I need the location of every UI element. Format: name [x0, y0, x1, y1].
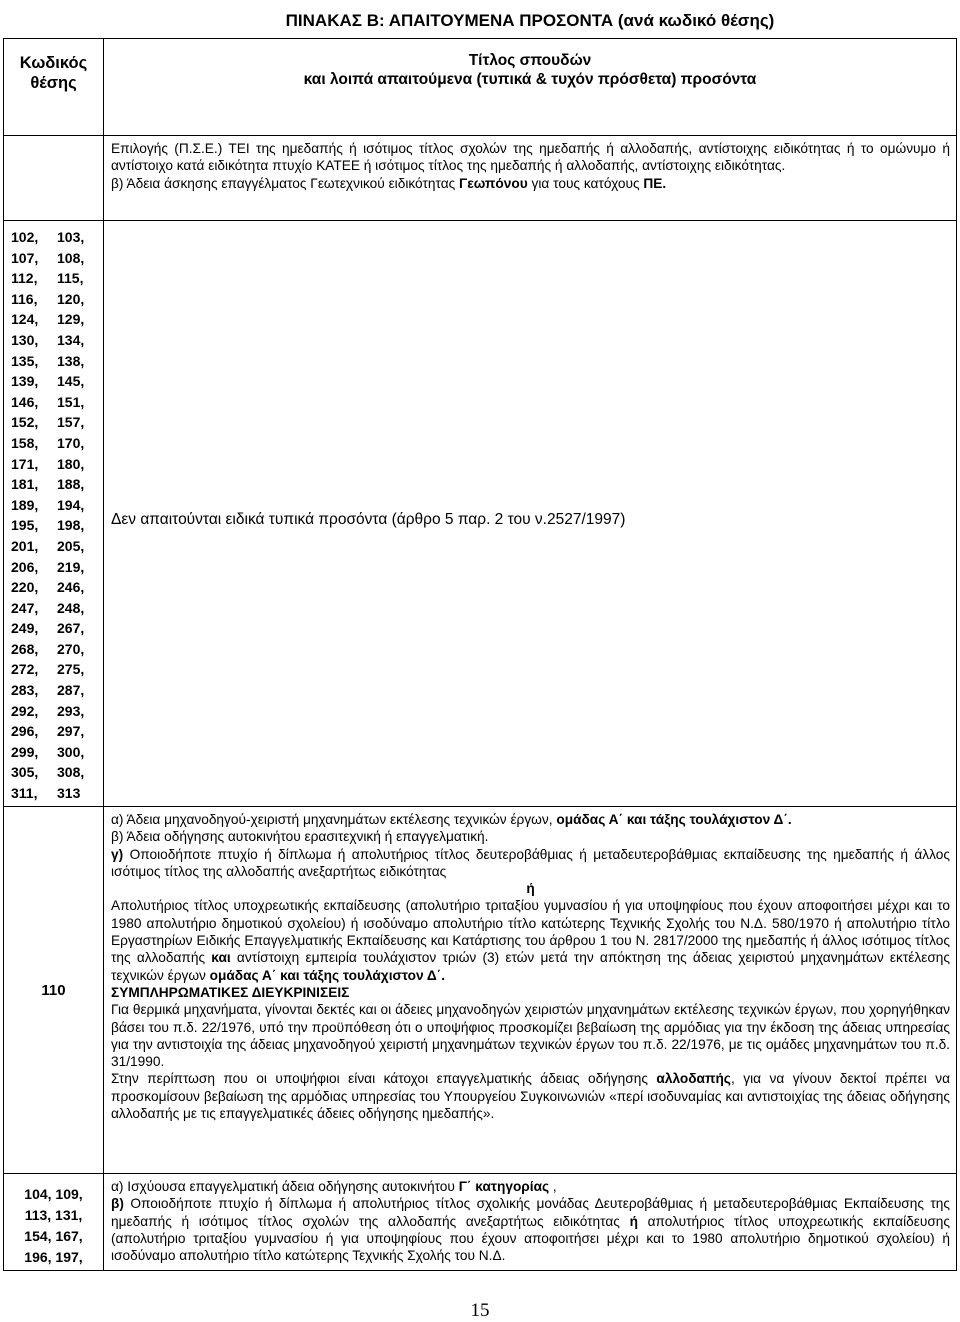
code-pair [11, 454, 103, 475]
code-value: 138, [57, 352, 85, 369]
table-title: ΠΙΝΑΚΑΣ Β: ΑΠΑΙΤΟΥΜΕΝΑ ΠΡΟΣΟΝΤΑ (ανά κωδικό θέσης) [285, 11, 775, 30]
code-value: 267, [57, 620, 85, 637]
code-value: 116, [11, 290, 38, 307]
code-pair [11, 330, 103, 351]
code-value: 135, [11, 352, 39, 369]
code-pair [11, 536, 103, 557]
code-pair [11, 742, 103, 763]
code-value: 275, [57, 661, 85, 678]
code-pair [11, 289, 103, 310]
code-value: 120, [57, 290, 85, 307]
requirements-table [3, 4, 957, 1271]
code-value: 146, [11, 393, 39, 410]
code-value: 198, [57, 517, 85, 534]
code-value: 107, [11, 249, 39, 266]
row3-requirements: α) Άδεια μηχανοδηγού-χειριστή μηχανημάτων εκτέλεσης τεχνικών έργων, ομάδας Α΄ και τάξης τουλάχιστον Δ΄. β) Άδεια οδήγησης αυτοκινήτου ερασιτεχνική ή επαγγελματική. γ) Οποιοδήποτε πτυχίο ή δίπλωμα ή απολυτήριος τίτλος δευτεροβάθμιας ή μεταδευτεροβάθμιας εκπαίδευσης της ημεδαπής ή άλλος ισότιμος τίτλος της αλλοδαπής ανεξαρτήτως ειδικότητας ή Απολυτήριος τίτλος υποχρεωτικής εκπαίδευσης (απολυτήριο τριταξίου γυμνασίου ή για υποψηφίους που έχουν αποφοιτήσει μέχρι και το 1980 απολυτήριο δημοτικού σχολείου) ή ισοδύναμο απολυτήριο τίτλο κατώτερης Τεχνικής Σχολής του Ν.Δ. 580/1970 ή απολυτήριο τίτλο Εργαστηρίων Ειδικής Επαγγελματικής Εκπαίδευσης και Κατάρτισης του άρθρου 1 του Ν. 2817/2000 της ημεδαπής ή άλλος ισότιμος τίτλος της αλλοδαπής και αντίστοιχη εμπειρία τουλάχιστον τριών (3) ετών μετά την απόκτηση της άδειας χειριστού μηχανημάτων εκτέλεσης τεχνικών έργων ομάδας Α΄ και τάξης τουλάχιστον Δ΄. ΣΥΜΠΛΗΡΩΜΑΤΙΚΕΣ ΔΙΕΥΚΡΙΝΙΣΕΙΣ Για θερμικά μηχανήματα, γίνονται δεκτές και οι άδειες μηχανοδηγών χειριστών μηχανημάτων εκτέλεσης τεχνικών έργων, που χορηγήθηκαν βάσει του π.δ. 22/1976, υπό την προϋπόθεση ότι ο υποψήφιος προσκομίζει βεβαίωση της αρμόδιας για την έκδοση της άδειας υπηρεσίας για την αντιστοιχία της άδειας μηχανοδηγού χειριστή μηχανημάτων τεχνικών έργων του π.δ. 22/1976, με τις ομάδες μηχανημάτων του π.δ. 31/1990. Στην περίπτωση που οι υποψήφιοι είναι κάτοχοι επαγγελματικής άδειας οδήγησης αλλοδαπής, για να γίνουν δεκτοί πρέπει να προσκομίσουν βεβαίωση της αρμόδιας υπηρεσίας του Υπουργείου Συγκοινωνιών «περί ισοδυναμίας και αντιστοιχίας της άδειας οδήγησης αλλοδαπής με τις επαγγελματικές άδειες οδήγησης ημεδαπής». [104, 807, 957, 1174]
code-value: 201, [11, 537, 39, 554]
code-value: 189, [11, 496, 39, 513]
code-value: 311, [11, 785, 38, 802]
code-value: 246, [57, 579, 85, 596]
row2-requirements: Δεν απαιτούνται ειδικά τυπικά προσόντα (άρθρο 5 παρ. 2 του ν.2527/1997) [104, 221, 957, 807]
code-column-header: Κωδικός θέσης [4, 39, 104, 136]
code-value: 152, [11, 414, 39, 431]
code-list [4, 221, 103, 804]
code-value: 272, [11, 661, 39, 678]
code-value: 205, [57, 537, 85, 554]
title-column-header: Τίτλος σπουδών και λοιπά απαιτούμενα (τυπικά & τυχόν πρόσθετα) προσόντα [104, 39, 957, 136]
code-value: 206, [11, 558, 39, 575]
code-value: 157, [57, 414, 85, 431]
code-value: 248, [57, 599, 85, 616]
code-value: 180, [57, 455, 85, 472]
code-value: 249, [11, 620, 39, 637]
code-pair [11, 680, 103, 701]
code-value: 300, [57, 743, 85, 760]
code-value: 115, [57, 270, 84, 287]
code-pair [11, 762, 103, 783]
code-value: 194, [57, 496, 85, 513]
code-value: 108, [57, 249, 85, 266]
code-pair [11, 639, 103, 660]
code-value: 296, [11, 723, 39, 740]
row1-code-cell [4, 136, 104, 221]
code-value: 145, [57, 373, 85, 390]
code-value: 268, [11, 640, 39, 657]
code-pair [11, 227, 103, 248]
code-value: 112, [11, 270, 38, 287]
code-pair [11, 618, 103, 639]
code-value: 287, [57, 682, 85, 699]
code-pair [11, 577, 103, 598]
code-value: 124, [11, 311, 39, 328]
code-value: 247, [11, 599, 39, 616]
code-value: 292, [11, 702, 39, 719]
code-value: 305, [11, 764, 39, 781]
code-value: 158, [11, 434, 39, 451]
code-value: 293, [57, 702, 85, 719]
code-value: 151, [57, 393, 85, 410]
code-pair [11, 248, 103, 269]
code-pair [11, 721, 103, 742]
code-pair [11, 598, 103, 619]
code-value: 181, [11, 476, 39, 493]
code-pair [11, 783, 103, 804]
code-pair [11, 515, 103, 536]
code-pair [11, 433, 103, 454]
code-value: 102, [11, 229, 39, 245]
code-value: 219, [57, 558, 85, 575]
code-pair [11, 412, 103, 433]
code-value: 188, [57, 476, 85, 493]
row3-code: 110 [4, 807, 104, 1174]
code-pair [11, 495, 103, 516]
code-pair [11, 659, 103, 680]
code-value: 297, [57, 723, 85, 740]
code-pair [11, 309, 103, 330]
code-value: 129, [57, 311, 85, 328]
row2-codes-cell [4, 221, 104, 807]
code-value: 308, [57, 764, 85, 781]
code-value: 130, [11, 331, 39, 348]
code-value: 220, [11, 579, 39, 596]
code-pair [11, 392, 103, 413]
code-pair [11, 557, 103, 578]
code-value: 103, [57, 229, 85, 245]
row1-requirements: Επιλογής (Π.Σ.Ε.) ΤΕΙ της ημεδαπής ή ισότιμος τίτλος σχολών της ημεδαπής ή αλλοδαπής, αντίστοιχης ειδικότητας ή το ομώνυμο ή αντίστοιχο κατά ειδικότητα πτυχίο ΚΑΤΕΕ ή ισότιμος τίτλος της ημεδαπής ή αλλοδαπής, αντίστοιχης ειδικότητας. β) Άδεια άσκησης επαγγέλματος Γεωτεχνικού ειδικότητας Γεωπόνου για τους κατόχους ΠΕ. [104, 136, 957, 221]
code-value: 134, [57, 331, 85, 348]
code-pair [11, 268, 103, 289]
code-value: 270, [57, 640, 85, 657]
code-value: 139, [11, 373, 39, 390]
code-pair [11, 371, 103, 392]
code-value: 313 [57, 785, 81, 802]
code-value: 283, [11, 682, 39, 699]
code-pair [11, 701, 103, 722]
code-value: 299, [11, 743, 39, 760]
page-number: 15 [470, 1300, 490, 1321]
code-value: 170, [57, 434, 85, 451]
row4-codes-cell: 104, 109, 113, 131, 154, 167, 196, 197, [4, 1174, 104, 1271]
row4-requirements: α) Ισχύουσα επαγγελματική άδεια οδήγησης αυτοκινήτου Γ΄ κατηγορίας , β) Οποιοδήποτε πτυχίο ή δίπλωμα ή απολυτήριος τίτλος σχολικής μονάδας Δευτεροβάθμιας ή μεταδευτεροβάθμιας Εκπαίδευσης της ημεδαπής ή ισότιμος τίτλος σχολών της αλλοδαπής ανεξαρτήτως ειδικότητας ή απολυτήριος τίτλος υποχρεωτικής εκπαίδευσης (απολυτήριο τριταξίου γυμνασίου ή για υποψηφίους που έχουν αποφοιτήσει μέχρι και το 1980 απολυτήριο δημοτικού σχολείου) ή ισοδύναμο απολυτήριο τίτλο κατώτερης Τεχνικής Σχολής του Ν.Δ. [104, 1174, 957, 1271]
code-value: 171, [11, 455, 39, 472]
code-pair [11, 351, 103, 372]
code-pair [11, 474, 103, 495]
code-value: 195, [11, 517, 39, 534]
